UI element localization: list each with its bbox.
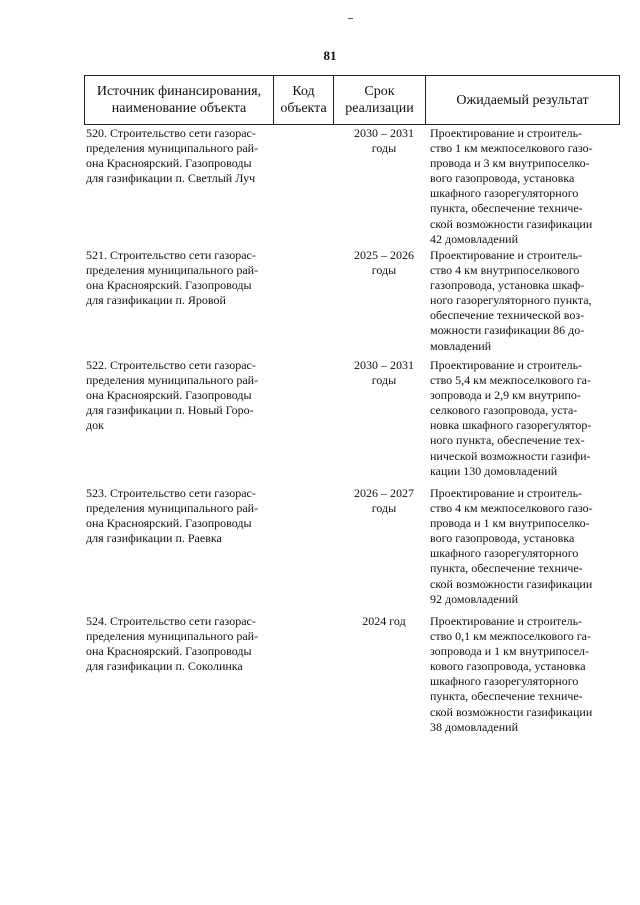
expected-result: Проектирование и строитель- ство 0,1 км межпоселкового га- зопровода и 1 км внутрипосел- кового газопровода, установка шкафного газорегуляторного пункта, обеспечение техниче- ской возможности газификации 38 домовладений bbox=[430, 614, 593, 734]
expected-result: Проектирование и строитель- ство 4 км внутрипоселкового газопровода, установка шкаф- ного газорегуляторного пункта, обеспечение технической воз- можности газификации 86 до- мовладений bbox=[430, 248, 592, 353]
header-source-object: Источник финансирования, наименование объекта bbox=[85, 76, 274, 125]
header-object-code: Код объекта bbox=[274, 76, 334, 125]
implementation-period: 2024 год bbox=[362, 614, 406, 628]
header-period: Срок реализации bbox=[334, 76, 426, 125]
expected-result: Проектирование и строитель- ство 5,4 км межпоселкового га- зопровода и 2,9 км внутрипо- селкового газопровода, уста- новка шкафного газорегулятор- ного пункта, обеспечение тех- нической возможности газифи- кации 130 домовладений bbox=[430, 358, 592, 478]
expected-result: Проектирование и строитель- ство 1 км межпоселкового газо- провода и 3 км внутрипоселко- вого газопровода, установка шкафного газорегуляторного пункта, обеспечение техниче- ской возможности газификации 42 домовладений bbox=[430, 126, 593, 246]
scan-mark bbox=[348, 18, 353, 19]
expected-result: Проектирование и строитель- ство 4 км межпоселкового газо- провода и 1 км внутрипоселко- вого газопровода, установка шкафного газорегуляторного пункта, обеспечение техниче- ской возможности газификации 92 домовладений bbox=[430, 486, 593, 606]
page-number: 81 bbox=[323, 48, 337, 63]
object-name: 524. Строительство сети газорас- пределения муниципального рай- она Красноярский. Газопроводы для газификации п. Соколинка bbox=[86, 614, 259, 674]
object-name: 522. Строительство сети газорас- пределения муниципального рай- она Красноярский. Газопроводы для газификации п. Новый Горо- док bbox=[86, 358, 259, 433]
implementation-period: 2030 – 2031 годы bbox=[354, 358, 414, 388]
implementation-period: 2030 – 2031 годы bbox=[354, 126, 414, 156]
table-header bbox=[84, 75, 620, 125]
header-row bbox=[85, 76, 620, 125]
object-name: 520. Строительство сети газорас- пределения муниципального рай- она Красноярский. Газопроводы для газификации п. Светлый Луч bbox=[86, 126, 259, 186]
object-name: 521. Строительство сети газорас- пределения муниципального рай- она Красноярский. Газопроводы для газификации п. Яровой bbox=[86, 248, 259, 308]
implementation-period: 2026 – 2027 годы bbox=[354, 486, 414, 516]
implementation-period: 2025 – 2026 годы bbox=[354, 248, 414, 278]
object-name: 523. Строительство сети газорас- пределения муниципального рай- она Красноярский. Газопроводы для газификации п. Раевка bbox=[86, 486, 259, 546]
header-expected-result: Ожидаемый результат bbox=[426, 76, 620, 125]
